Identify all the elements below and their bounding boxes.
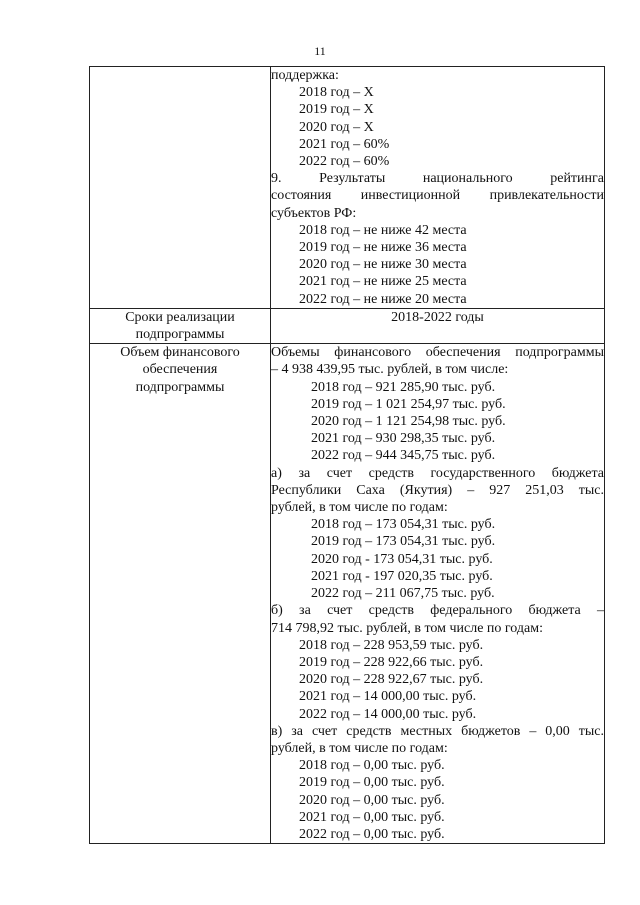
content-line: 2019 год – 1 021 254,97 тыс. руб. bbox=[311, 396, 506, 412]
content-line: Республики Саха (Якутия) – 927 251,03 тыс. bbox=[271, 482, 604, 498]
content-line: 2018 год – Х bbox=[299, 85, 374, 101]
content-line: состояния инвестиционной привлекательности bbox=[271, 188, 604, 204]
content-line: 2022 год – 211 067,75 тыс. руб. bbox=[311, 586, 495, 602]
row-label-cell bbox=[90, 344, 271, 844]
content-line: в) за счет средств местных бюджетов – 0,00 тыс. bbox=[271, 723, 604, 739]
content-line: 2022 год – 14 000,00 тыс. руб. bbox=[299, 706, 477, 722]
row-label-line: Объем финансового bbox=[120, 345, 240, 361]
row-label-line: Сроки реализации bbox=[125, 309, 235, 325]
content-line: 2022 год – 0,00 тыс. руб. bbox=[299, 826, 445, 842]
content-line: 2019 год – 173 054,31 тыс. руб. bbox=[311, 534, 496, 550]
content-line: 2021 год – 930 298,35 тыс. руб. bbox=[311, 431, 496, 447]
content-line: – 4 938 439,95 тыс. рублей, в том числе: bbox=[271, 362, 509, 378]
content-line: 2019 год – 228 922,66 тыс. руб. bbox=[299, 654, 484, 670]
content-line: 2020 год - 173 054,31 тыс. руб. bbox=[311, 551, 493, 567]
content-line: субъектов РФ: bbox=[271, 205, 357, 221]
content-line: 2021 год – 14 000,00 тыс. руб. bbox=[299, 689, 477, 705]
table-row bbox=[90, 308, 605, 343]
content-line: 2020 год – 1 121 254,98 тыс. руб. bbox=[311, 414, 506, 430]
row-label-line: подпрограммы bbox=[135, 327, 225, 343]
row-label-line: обеспечения bbox=[142, 362, 218, 378]
content-line: 2020 год – Х bbox=[299, 119, 374, 135]
content-line: 2019 год – Х bbox=[299, 102, 374, 118]
content-line: 2022 год – 60% bbox=[299, 154, 390, 170]
content-line: 2018 год – не ниже 42 места bbox=[299, 222, 467, 238]
content-line: 2018 год – 173 054,31 тыс. руб. bbox=[311, 517, 496, 533]
content-line: 2018-2022 годы bbox=[391, 309, 484, 325]
table-row bbox=[90, 344, 605, 844]
content-line: 2022 год – 944 345,75 тыс. руб. bbox=[311, 448, 496, 464]
content-line: поддержка: bbox=[271, 68, 339, 83]
content-line: 2020 год – не ниже 30 места bbox=[299, 257, 467, 273]
content-line: 714 798,92 тыс. рублей, в том числе по годам: bbox=[271, 620, 543, 636]
content-line: б) за счет средств федерального бюджета – bbox=[271, 603, 604, 619]
row-label-cell bbox=[90, 308, 271, 343]
table-row bbox=[90, 67, 605, 309]
row-label-line: подпрограммы bbox=[135, 379, 225, 395]
subprogram-passport-table bbox=[89, 66, 605, 844]
content-line: 2019 год – не ниже 36 места bbox=[299, 240, 467, 256]
content-line: 2020 год – 228 922,67 тыс. руб. bbox=[299, 672, 484, 688]
content-line: 2018 год – 228 953,59 тыс. руб. bbox=[299, 637, 484, 653]
content-line: 2021 год – не ниже 25 места bbox=[299, 274, 467, 290]
page-number: 11 bbox=[314, 44, 326, 58]
content-line: рублей, в том числе по годам: bbox=[271, 500, 448, 516]
content-line: 2019 год – 0,00 тыс. руб. bbox=[299, 775, 445, 791]
row-content-cell bbox=[271, 344, 605, 844]
row-content-cell bbox=[271, 308, 605, 343]
content-line: 2020 год – 0,00 тыс. руб. bbox=[299, 792, 445, 808]
row-label-cell bbox=[90, 67, 271, 309]
content-line: 2021 год – 0,00 тыс. руб. bbox=[299, 809, 445, 825]
content-line: рублей, в том числе по годам: bbox=[271, 740, 448, 756]
content-line: а) за счет средств государственного бюджета bbox=[271, 465, 604, 481]
content-line: Объемы финансового обеспечения подпрограммы bbox=[271, 345, 604, 361]
content-line: 2021 год – 60% bbox=[299, 136, 390, 152]
content-line: 9. Результаты национального рейтинга bbox=[271, 171, 604, 187]
content-line: 2021 год - 197 020,35 тыс. руб. bbox=[311, 568, 493, 584]
row-content-cell bbox=[271, 67, 605, 309]
content-line: 2018 год – 0,00 тыс. руб. bbox=[299, 758, 445, 774]
content-line: 2018 год – 921 285,90 тыс. руб. bbox=[311, 379, 496, 395]
content-line: 2022 год – не ниже 20 места bbox=[299, 291, 467, 307]
